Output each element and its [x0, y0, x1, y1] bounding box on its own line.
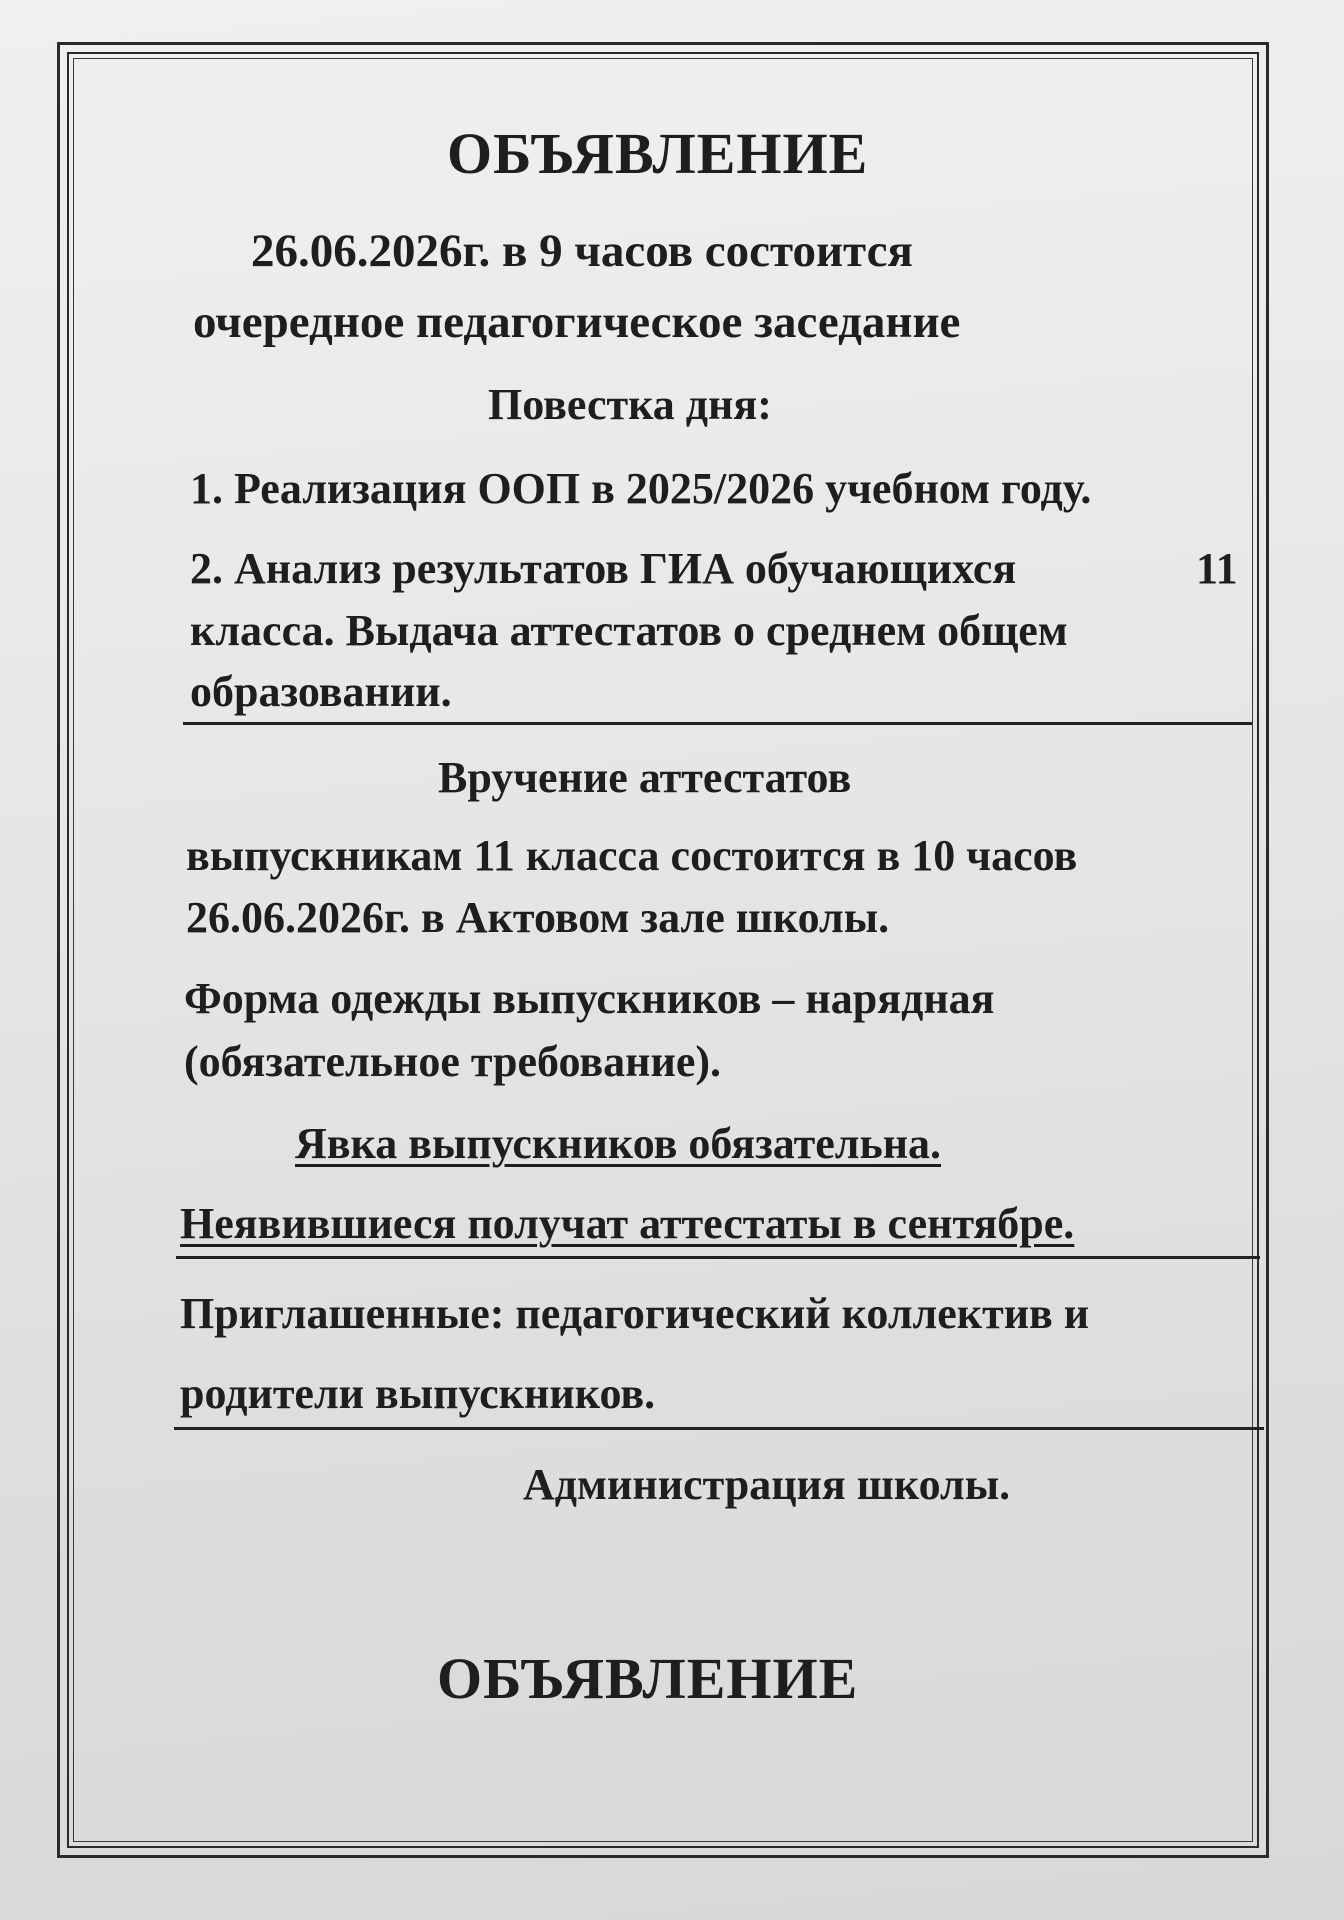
- divider-line-1: [183, 722, 1252, 725]
- invited-line-2: родители выпускников.: [180, 1369, 656, 1418]
- divider-line-2: [176, 1256, 1260, 1259]
- meeting-line-2: очередное педагогическое заседание: [193, 296, 961, 348]
- ceremony-line-2: 26.06.2026г. в Актовом зале школы.: [186, 893, 890, 942]
- agenda-item-2-line-1: 2. Анализ результатов ГИА обучающихся: [190, 544, 1017, 593]
- absent-graduates-note: Неявившиеся получат аттестаты в сентябре.: [180, 1199, 1075, 1248]
- attendance-required-note: Явка выпускников обязательна.: [295, 1119, 942, 1168]
- agenda-heading: Повестка дня:: [488, 380, 772, 429]
- ceremony-line-1: выпускникам 11 класса состоится в 10 часов: [186, 831, 1078, 880]
- ceremony-heading: Вручение аттестатов: [438, 753, 852, 802]
- divider-line-3: [174, 1427, 1264, 1430]
- invited-line-1: Приглашенные: педагогический коллектив и: [180, 1289, 1090, 1338]
- agenda-item-1: 1. Реализация ООП в 2025/2026 учебном году.: [190, 464, 1092, 513]
- agenda-item-2-line-2: класса. Выдача аттестатов о среднем общем: [190, 606, 1068, 655]
- dress-code-line-2: (обязательное требование).: [184, 1037, 722, 1086]
- signature-administration: Администрация школы.: [523, 1460, 1011, 1509]
- notice-title-top: ОБЪЯВЛЕНИЕ: [447, 121, 869, 186]
- meeting-line-1: 26.06.2026г. в 9 часов состоится: [251, 225, 913, 277]
- agenda-item-2-line-3: образовании.: [190, 667, 452, 716]
- agenda-item-2-class-number: 11: [1196, 544, 1238, 593]
- dress-code-line-1: Форма одежды выпускников – нарядная: [184, 974, 995, 1023]
- notice-title-bottom: ОБЪЯВЛЕНИЕ: [437, 1646, 859, 1711]
